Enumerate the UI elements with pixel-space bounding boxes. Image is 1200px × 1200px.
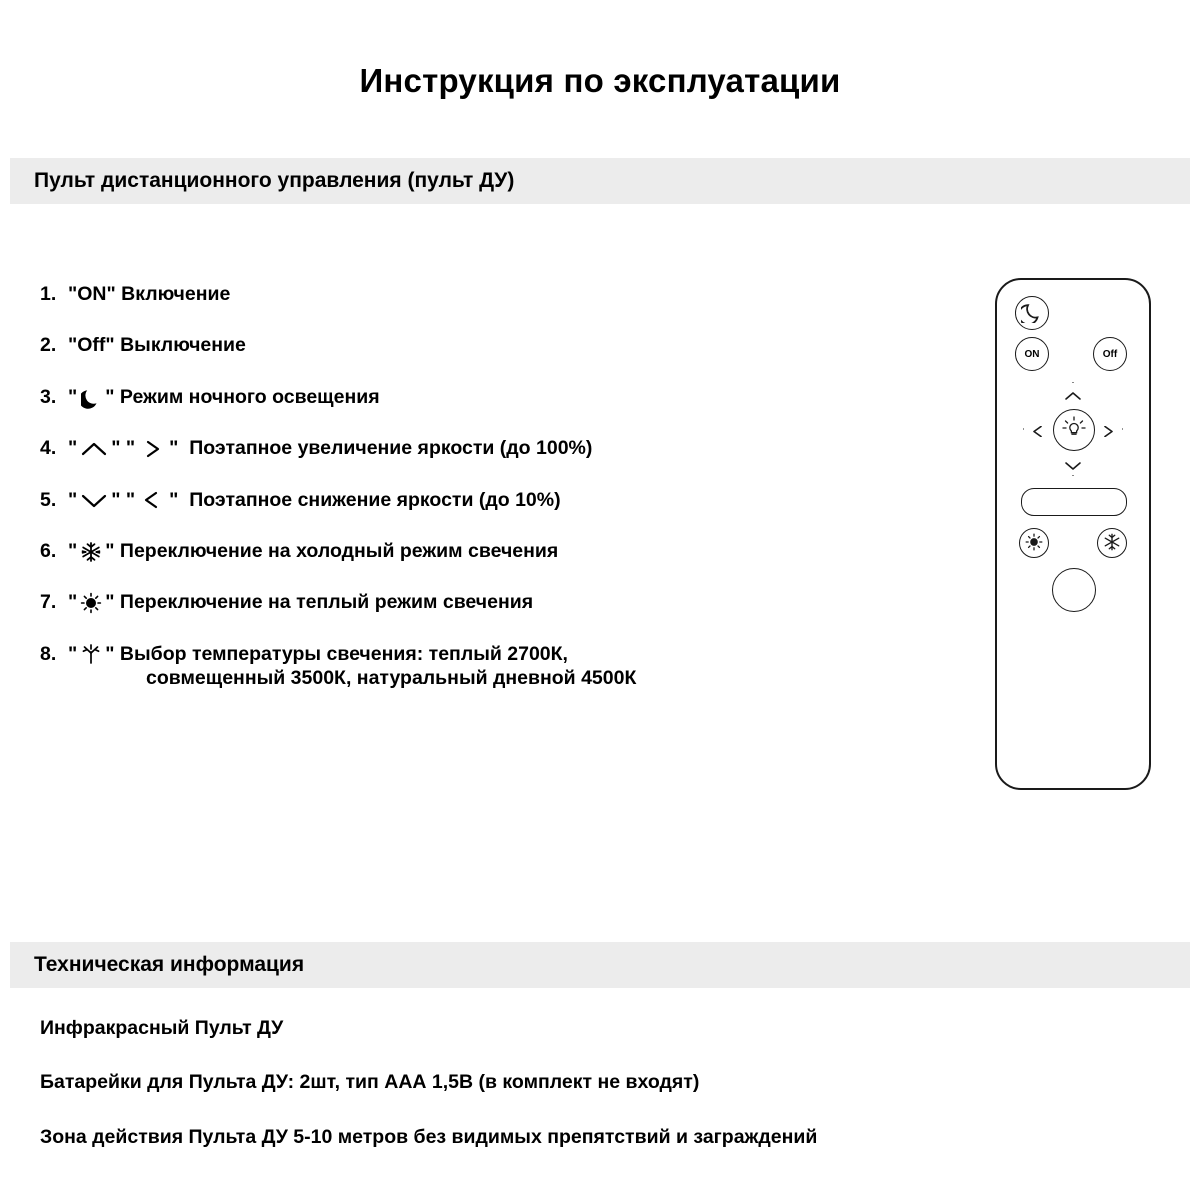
tech-info-list [40, 1016, 1160, 1179]
quote-close-2: " [169, 437, 179, 460]
list-item-number: 7. [40, 591, 57, 614]
list-item [40, 488, 870, 512]
list-item-body [68, 539, 870, 563]
remote-arrow-down[interactable] [1064, 459, 1082, 470]
remote-arrow-left[interactable] [1029, 424, 1047, 435]
sun-icon [80, 592, 102, 614]
quote-open: " [68, 283, 78, 305]
quote-open-2: " [125, 437, 136, 460]
remote-arrow-right[interactable] [1099, 424, 1117, 435]
list-item-number: 6. [40, 539, 57, 562]
section-header-tech [10, 942, 1190, 988]
list-item-text: Режим ночного освещения [119, 385, 380, 408]
list-item-body [68, 282, 870, 306]
list-item [40, 590, 870, 614]
list-item-body [68, 488, 870, 512]
key-label: ON [77, 283, 107, 305]
quote-close: " [105, 642, 115, 665]
quote-open: " [68, 334, 78, 357]
snowflake-icon [1102, 532, 1122, 555]
remote-off-button[interactable]: Off [1093, 337, 1127, 371]
list-item-text-line2: совмещенный 3500К, натуральный дневной 4500К [146, 667, 637, 689]
remote-control-illustration [995, 278, 1151, 790]
list-item [40, 333, 870, 357]
remote-warm-light-button[interactable] [1019, 528, 1049, 558]
quote-close: " [105, 334, 115, 357]
quote-close: " [111, 437, 121, 460]
quote-close-2: " [169, 488, 179, 511]
chevron-left-icon [137, 491, 167, 509]
quote-open: " [68, 385, 78, 408]
moon-icon [81, 387, 101, 409]
quote-open: " [68, 539, 78, 562]
remote-dpad[interactable] [1023, 382, 1123, 476]
quote-open-2: " [125, 488, 136, 511]
quote-open: " [68, 437, 78, 460]
list-item [40, 282, 870, 306]
list-item-text: Поэтапное увеличение яркости (до 100%) [189, 437, 593, 460]
chevron-down-icon [79, 491, 109, 509]
remote-night-mode-button[interactable] [1015, 296, 1049, 330]
remote-arrow-up[interactable] [1064, 388, 1082, 399]
list-item-number: 3. [40, 385, 57, 408]
list-item-number: 5. [40, 488, 57, 511]
list-item-number: 2. [40, 334, 57, 357]
key-label: Off [77, 334, 106, 357]
moon-icon [1021, 301, 1043, 326]
remote-dpad-center-button[interactable] [1053, 409, 1095, 451]
list-item-number: 1. [40, 283, 57, 305]
list-item-text: Включение [121, 283, 231, 305]
quote-close: " [105, 591, 115, 614]
list-item-body [68, 385, 870, 409]
sun-icon [1024, 532, 1044, 555]
quote-close: " [111, 488, 121, 511]
remote-cool-light-button[interactable] [1097, 528, 1127, 558]
color-temperature-icon [80, 643, 102, 665]
list-item-text: Поэтапное снижение яркости (до 10%) [189, 488, 561, 511]
list-item [40, 642, 870, 691]
list-item-body [68, 436, 870, 460]
list-item [40, 539, 870, 563]
list-item-number: 8. [40, 642, 57, 665]
section-header-remote-label: Пульт дистанционного управления (пульт ДУ) [34, 169, 515, 192]
quote-close: " [105, 385, 115, 408]
list-item-text: Переключение на теплый режим свечения [119, 591, 534, 614]
tech-info-line: Батарейки для Пульта ДУ: 2шт, тип ААА 1,5В (в комплект не входят) [40, 1071, 700, 1094]
remote-function-list [40, 282, 870, 717]
tech-info-line: Зона действия Пульта ДУ 5-10 метров без видимых препятствий и заграждений [40, 1125, 818, 1148]
list-item [40, 385, 870, 409]
remote-wide-button[interactable] [1021, 488, 1127, 516]
section-header-tech-label: Техническая информация [34, 953, 305, 976]
quote-open: " [68, 591, 78, 614]
bulb-icon [1061, 415, 1087, 446]
chevron-up-icon [79, 440, 109, 458]
quote-close: " [106, 283, 116, 305]
list-item-body [68, 642, 870, 691]
list-item-text: Переключение на холодный режим свечения [119, 539, 559, 562]
quote-open: " [68, 642, 78, 665]
list-item-number: 4. [40, 437, 57, 460]
list-item-body [68, 590, 870, 614]
page-title: Инструкция по эксплуатации [359, 62, 841, 99]
list-item-text: Выключение [120, 334, 246, 357]
list-item-body [68, 333, 870, 357]
list-item [40, 436, 870, 460]
snowflake-icon [80, 541, 102, 563]
tech-info-line: Инфракрасный Пульт ДУ [40, 1017, 284, 1039]
remote-round-button[interactable] [1052, 568, 1096, 612]
section-header-remote [10, 158, 1190, 204]
quote-close: " [105, 539, 115, 562]
remote-on-button[interactable]: ON [1015, 337, 1049, 371]
chevron-right-icon [137, 440, 167, 458]
quote-open: " [68, 488, 78, 511]
list-item-text: Выбор температуры свечения: теплый 2700К, [119, 642, 568, 665]
